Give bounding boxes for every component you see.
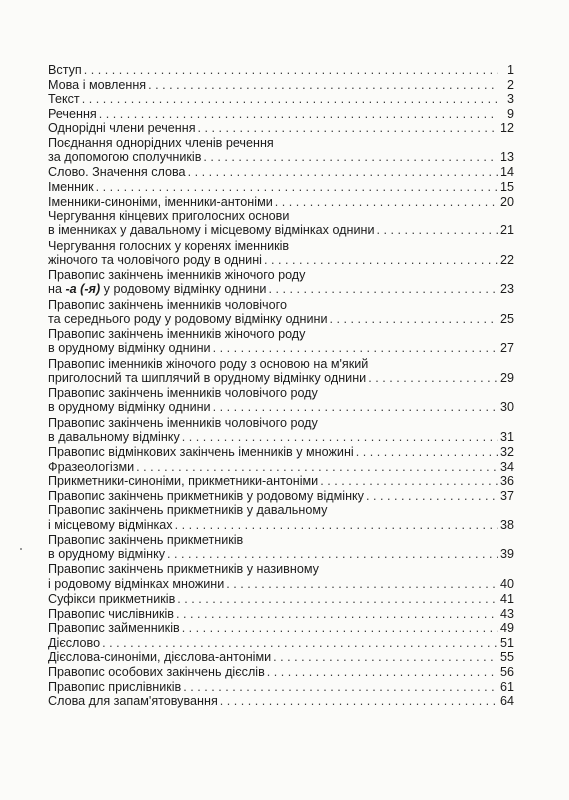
dot-leader <box>268 282 498 296</box>
page-number: 32 <box>499 445 514 460</box>
page-number: 55 <box>499 650 514 665</box>
dot-leader <box>198 121 498 135</box>
dot-leader <box>188 165 498 179</box>
dot-leader <box>320 474 498 488</box>
toc-entry-line <box>48 253 514 267</box>
page-number: 39 <box>499 547 514 562</box>
toc-entry-text: в орудному відмінку однини <box>48 341 211 356</box>
toc-entry-line <box>48 533 514 547</box>
toc-entry[interactable] <box>48 680 514 694</box>
toc-entry[interactable] <box>48 268 514 296</box>
page-number: 41 <box>499 591 514 606</box>
toc-entry-text: Чергування кінцевих приголосних основи <box>48 209 290 224</box>
page-number: 30 <box>499 400 514 415</box>
toc-entry-text: Правопис особових закінчень дієслів <box>48 664 265 679</box>
toc-entry-line <box>48 400 514 414</box>
toc-entry-text: Правопис закінчень іменників жіночого роду <box>48 268 306 283</box>
toc-entry-text: Суфікси прикметників <box>48 591 176 606</box>
dot-leader <box>368 371 498 385</box>
toc-entry-text <box>48 282 266 296</box>
page-number: 23 <box>499 282 514 297</box>
toc-entry-line <box>48 63 514 77</box>
dot-leader <box>183 680 498 694</box>
dot-leader <box>264 253 498 267</box>
toc-entry-line <box>48 694 514 708</box>
toc-entry[interactable] <box>48 327 514 355</box>
toc-entry-text: Іменники-синоніми, іменники-антоніми <box>48 194 273 209</box>
toc-entry[interactable] <box>48 489 514 503</box>
toc-entry[interactable] <box>48 165 514 179</box>
page-number: 25 <box>499 311 514 326</box>
toc-entry-text: Правопис закінчень іменників чоловічого роду <box>48 386 318 401</box>
toc-entry-line <box>48 562 514 576</box>
dot-leader <box>136 460 498 474</box>
margin-mark <box>20 548 22 550</box>
toc-entry-text: Мова і мовлення <box>48 77 147 92</box>
toc-entry-text: Фразеологізми <box>48 459 135 474</box>
toc-entry-line <box>48 503 514 517</box>
toc-entry-line <box>48 518 514 532</box>
page-number: 31 <box>499 429 514 444</box>
dot-leader <box>96 180 498 194</box>
toc-entry-text: в іменниках у давальному і місцевому відмінках однини <box>48 223 375 238</box>
dot-leader <box>377 223 498 237</box>
dot-leader <box>356 445 498 459</box>
toc-entry-line <box>48 680 514 694</box>
page-number: 3 <box>506 92 514 107</box>
toc-entry-text: Прикметники-синоніми, прикметники-антоніми <box>48 474 319 489</box>
page-number: 22 <box>499 252 514 267</box>
dot-leader <box>275 195 498 209</box>
toc-entry-text: Дієслово <box>48 635 101 650</box>
toc-entry[interactable] <box>48 121 514 135</box>
dot-leader <box>366 489 498 503</box>
toc-entry-line <box>48 489 514 503</box>
toc-entry-line <box>48 165 514 179</box>
dot-leader <box>177 592 498 606</box>
page-number: 61 <box>499 679 514 694</box>
toc-entry-text: Текст <box>48 92 80 107</box>
toc-entry-line <box>48 282 514 296</box>
page-number: 1 <box>506 63 514 77</box>
toc-entry[interactable] <box>48 209 514 237</box>
dot-leader <box>330 312 498 326</box>
dot-leader <box>84 63 498 77</box>
toc-entry[interactable] <box>48 460 514 474</box>
toc-entry-text: Однорідні члени речення <box>48 121 196 136</box>
page-number: 9 <box>506 106 514 121</box>
toc-entry[interactable] <box>48 650 514 664</box>
toc-entry-line <box>48 298 514 312</box>
toc-entry-line <box>48 150 514 164</box>
dot-leader <box>99 107 498 121</box>
page-number: 14 <box>499 165 514 180</box>
dot-leader <box>226 577 498 591</box>
toc-entry-line <box>48 607 514 621</box>
toc-entry-text: Правопис закінчень іменників жіночого роду <box>48 327 306 342</box>
case-ending: -а (-я) <box>65 282 101 297</box>
toc-entry-line <box>48 445 514 459</box>
toc-entry-text: за допомогою сполучників <box>48 150 202 165</box>
toc-entry-text: Правопис прислівників <box>48 679 182 694</box>
toc-entry-line <box>48 636 514 650</box>
toc-entry[interactable] <box>48 107 514 121</box>
dot-leader <box>167 547 498 561</box>
page-number: 49 <box>499 621 514 636</box>
dot-leader <box>267 665 498 679</box>
toc-entry-text: Іменник <box>48 180 94 195</box>
toc-entry-text: Слова для запам'ятовування <box>48 694 218 709</box>
toc-entry-line <box>48 577 514 591</box>
toc-entry-text: приголосний та шиплячий в орудному відмінку однини <box>48 370 367 385</box>
page-number: 38 <box>499 517 514 532</box>
toc-entry[interactable] <box>48 136 514 164</box>
toc-entry[interactable] <box>48 607 514 621</box>
dot-leader <box>102 636 498 650</box>
toc-entry-line <box>48 268 514 282</box>
dot-leader <box>175 518 498 532</box>
page-number: 13 <box>499 150 514 165</box>
page-number: 20 <box>499 194 514 209</box>
toc-entry-text-part: у родовому відмінку однини <box>100 282 267 297</box>
toc-entry-line <box>48 357 514 371</box>
toc-entry-text: Правопис відмінкових закінчень іменників у множині <box>48 445 354 460</box>
toc-entry[interactable] <box>48 533 514 561</box>
toc-entry[interactable] <box>48 636 514 650</box>
page-number: 51 <box>499 635 514 650</box>
toc-entry[interactable] <box>48 665 514 679</box>
page-number: 2 <box>506 77 514 92</box>
dot-leader <box>203 150 498 164</box>
toc-entry-text: в орудному відмінку однини <box>48 400 211 415</box>
toc-entry-text: Правопис закінчень прикметників <box>48 532 244 547</box>
toc-entry-line <box>48 92 514 106</box>
toc-entry[interactable] <box>48 180 514 194</box>
page-number: 34 <box>499 459 514 474</box>
toc-entry-line <box>48 136 514 150</box>
toc-entry-text: та середнього роду у родовому відмінку однини <box>48 311 328 326</box>
toc-entry[interactable] <box>48 239 514 267</box>
page-number: 40 <box>499 576 514 591</box>
toc-entry[interactable] <box>48 694 514 708</box>
toc-entry-text: жіночого та чоловічого роду в однині <box>48 252 262 267</box>
dot-leader <box>182 621 498 635</box>
toc-entry-text: Правопис закінчень прикметників у називному <box>48 562 319 577</box>
toc-entry-text: Поєднання однорідних членів речення <box>48 135 274 150</box>
dot-leader <box>182 430 498 444</box>
toc-entry-text: Слово. Значення слова <box>48 165 186 180</box>
toc-entry[interactable] <box>48 63 514 77</box>
toc-entry-line <box>48 78 514 92</box>
toc-entry-line <box>48 195 514 209</box>
toc-entry[interactable] <box>48 298 514 326</box>
page-number: 37 <box>499 488 514 503</box>
dot-leader <box>82 92 498 106</box>
toc-entry-line <box>48 416 514 430</box>
toc-entry-text: в давальному відмінку <box>48 429 180 444</box>
dot-leader <box>148 78 498 92</box>
page-number: 12 <box>499 121 514 136</box>
page-number: 27 <box>499 341 514 356</box>
toc-entry-line <box>48 621 514 635</box>
toc-entry-text: Правопис числівників <box>48 606 174 621</box>
toc-entry-text: і родовому відмінках множини <box>48 576 225 591</box>
page-number: 21 <box>499 223 514 238</box>
toc-entry-line <box>48 312 514 326</box>
toc-entry[interactable] <box>48 445 514 459</box>
toc-entry-line <box>48 107 514 121</box>
dot-leader <box>176 607 498 621</box>
dot-leader <box>213 341 498 355</box>
toc-entry-line <box>48 386 514 400</box>
page-number: 43 <box>499 606 514 621</box>
toc-entry[interactable] <box>48 416 514 444</box>
toc-entry[interactable] <box>48 503 514 531</box>
toc-entry[interactable] <box>48 92 514 106</box>
toc-entry-text: Чергування голосних у коренях іменників <box>48 238 290 253</box>
toc-entry[interactable] <box>48 357 514 385</box>
toc-entry-line <box>48 121 514 135</box>
toc-entry-line <box>48 650 514 664</box>
toc-entry-line <box>48 592 514 606</box>
toc-entry-line <box>48 547 514 561</box>
toc-entry-text: Правопис займенників <box>48 621 180 636</box>
toc-entry-text-part: на <box>48 282 66 297</box>
toc-entry-line <box>48 474 514 488</box>
table-of-contents <box>48 63 514 709</box>
dot-leader <box>213 400 498 414</box>
toc-entry[interactable] <box>48 78 514 92</box>
toc-entry[interactable] <box>48 621 514 635</box>
toc-entry-text: Правопис закінчень прикметників у родовому відмінку <box>48 488 364 503</box>
page-number: 36 <box>499 474 514 489</box>
dot-leader <box>273 650 498 664</box>
toc-entry[interactable] <box>48 562 514 590</box>
toc-entry-line <box>48 239 514 253</box>
toc-entry-text: Вступ <box>48 63 82 77</box>
dot-leader <box>220 694 498 708</box>
toc-entry-text: Правопис закінчень іменників чоловічого <box>48 297 287 312</box>
page-number: 64 <box>499 694 514 709</box>
page-number: 15 <box>499 180 514 195</box>
toc-entry-line <box>48 341 514 355</box>
toc-entry-text: і місцевому відмінках <box>48 517 173 532</box>
toc-entry-text: Правопис іменників жіночого роду з основою на м'який <box>48 356 369 371</box>
toc-entry-text: Речення <box>48 106 97 121</box>
toc-entry-line <box>48 209 514 223</box>
toc-entry-line <box>48 371 514 385</box>
toc-entry-line <box>48 180 514 194</box>
toc-entry-line <box>48 665 514 679</box>
toc-entry[interactable] <box>48 195 514 209</box>
toc-entry[interactable] <box>48 592 514 606</box>
toc-entry-text: Дієслова-синоніми, дієслова-антоніми <box>48 650 272 665</box>
toc-entry-text: в орудному відмінку <box>48 547 166 562</box>
toc-entry-line <box>48 460 514 474</box>
page-number: 29 <box>499 370 514 385</box>
toc-entry-text: Правопис закінчень прикметників у давальному <box>48 503 328 518</box>
toc-entry-line <box>48 223 514 237</box>
toc-entry-line <box>48 430 514 444</box>
page-number: 56 <box>499 664 514 679</box>
toc-entry-line <box>48 327 514 341</box>
toc-entry[interactable] <box>48 386 514 414</box>
toc-entry[interactable] <box>48 474 514 488</box>
toc-entry-text: Правопис закінчень іменників чоловічого роду <box>48 415 318 430</box>
